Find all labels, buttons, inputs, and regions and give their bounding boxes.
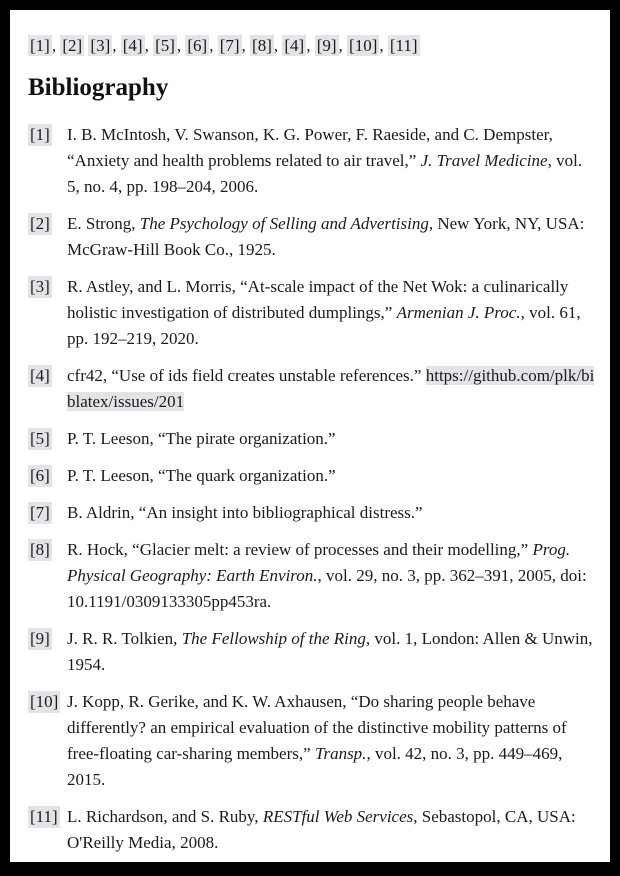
reference-list	[28, 122, 595, 856]
reference-label: [10]	[30, 692, 59, 711]
reference-url-link[interactable]: https://github.com/plk/biblatex/issues/201	[67, 366, 595, 411]
reference-item	[28, 689, 595, 793]
bibliography-heading: Bibliography	[28, 74, 169, 101]
citation-separator: ,	[144, 36, 154, 55]
reference-title-italic: The Fellowship of the Ring	[181, 629, 366, 648]
citation-link[interactable]: [4]	[122, 36, 143, 55]
reference-text: E. Strong,	[67, 214, 140, 233]
citation-link[interactable]: [4]	[284, 36, 305, 55]
citation-link[interactable]: [3]	[90, 36, 111, 55]
reference-item	[28, 274, 595, 352]
citation-link[interactable]: [9]	[316, 36, 337, 55]
citation-link[interactable]: [11]	[389, 36, 418, 55]
reference-item	[28, 463, 595, 489]
reference-item	[28, 500, 595, 526]
reference-text: , vol. 5, no. 4, pp. 198–204, 2006.	[67, 151, 583, 196]
reference-label: [8]	[30, 540, 50, 559]
citation-separator: ,	[379, 36, 388, 55]
reference-title-italic: J. Travel Medicine	[420, 151, 548, 170]
citation-separator: ,	[209, 36, 218, 55]
reference-title-italic: Transp.	[314, 744, 367, 763]
reference-item	[28, 626, 595, 678]
citation-link[interactable]: [2]	[62, 36, 83, 55]
citation-separator: ,	[51, 36, 61, 55]
reference-text: , New York, NY, USA: McGraw-Hill Book Co., 1925.	[67, 214, 585, 259]
reference-label: [3]	[30, 277, 50, 296]
reference-text: , Sebastopol, CA, USA: O'Reilly Media, 2008.	[67, 807, 576, 852]
citation-line	[28, 36, 595, 56]
reference-title-italic: Armenian J. Proc.	[396, 303, 521, 322]
citation-separator: ,	[338, 36, 348, 55]
reference-label: [4]	[30, 366, 50, 385]
citation-separator: ,	[112, 36, 121, 55]
reference-label: [1]	[30, 125, 50, 144]
reference-text: B. Aldrin, “An insight into bibliographical distress.”	[67, 503, 423, 522]
reference-item	[28, 363, 595, 415]
citation-link[interactable]: [10]	[349, 36, 378, 55]
reference-item	[28, 804, 595, 856]
reference-label: [11]	[30, 807, 58, 826]
reference-item	[28, 122, 595, 200]
citation-link[interactable]: [8]	[252, 36, 272, 55]
reference-text: P. T. Leeson, “The pirate organization.”	[67, 429, 336, 448]
citation-separator: ,	[273, 36, 283, 55]
reference-text: J. Kopp, R. Gerike, and K. W. Axhausen, “Do sharing people behave differently? an empirical evaluation of the distinctive mobility patterns of free-floating car-sharing members,”	[67, 692, 567, 763]
reference-label: [9]	[30, 629, 50, 648]
reference-text: R. Astley, and L. Morris, “At-scale impact of the Net Wok: a culinarically holistic investigation of distributed dumplings,”	[67, 277, 569, 322]
citation-link[interactable]: [5]	[155, 36, 175, 55]
reference-title-italic: Prog. Physical Geography: Earth Environ.	[67, 540, 571, 585]
citation-separator: ,	[241, 36, 251, 55]
reference-label: [6]	[30, 466, 50, 485]
reference-title-italic: RESTful Web Services	[262, 807, 414, 826]
citation-link[interactable]: [7]	[219, 36, 240, 55]
reference-item	[28, 211, 595, 263]
citation-link[interactable]: [6]	[187, 36, 208, 55]
reference-label: [7]	[30, 503, 50, 522]
reference-text: , vol. 1, London: Allen & Unwin, 1954.	[67, 629, 593, 674]
reference-text: J. R. R. Tolkien,	[67, 629, 182, 648]
reference-label: [2]	[30, 214, 50, 233]
reference-item	[28, 537, 595, 615]
reference-text: I. B. McIntosh, V. Swanson, K. G. Power, F. Raeside, and C. Dempster, “Anxiety and health problems related to air travel,”	[67, 125, 553, 170]
reference-text: , vol. 61, pp. 192–219, 2020.	[67, 303, 581, 348]
reference-text: , vol. 29, no. 3, pp. 362–391, 2005, doi: 10.1191/0309133305pp453ra.	[67, 566, 587, 611]
citation-separator: ,	[176, 36, 186, 55]
citation-separator: ,	[306, 36, 315, 55]
reference-title-italic: The Psychology of Selling and Advertising	[139, 214, 429, 233]
reference-label: [5]	[30, 429, 50, 448]
reference-text: cfr42, “Use of ids field creates unstable references.”	[67, 366, 426, 385]
reference-item	[28, 426, 595, 452]
reference-text: L. Richardson, and S. Ruby,	[67, 807, 263, 826]
citation-link[interactable]: [1]	[30, 36, 50, 55]
reference-text: P. T. Leeson, “The quark organization.”	[67, 466, 336, 485]
reference-text: R. Hock, “Glacier melt: a review of processes and their modelling,”	[67, 540, 533, 559]
reference-text: , vol. 42, no. 3, pp. 449–469, 2015.	[67, 744, 563, 789]
pdf-page	[10, 10, 610, 862]
